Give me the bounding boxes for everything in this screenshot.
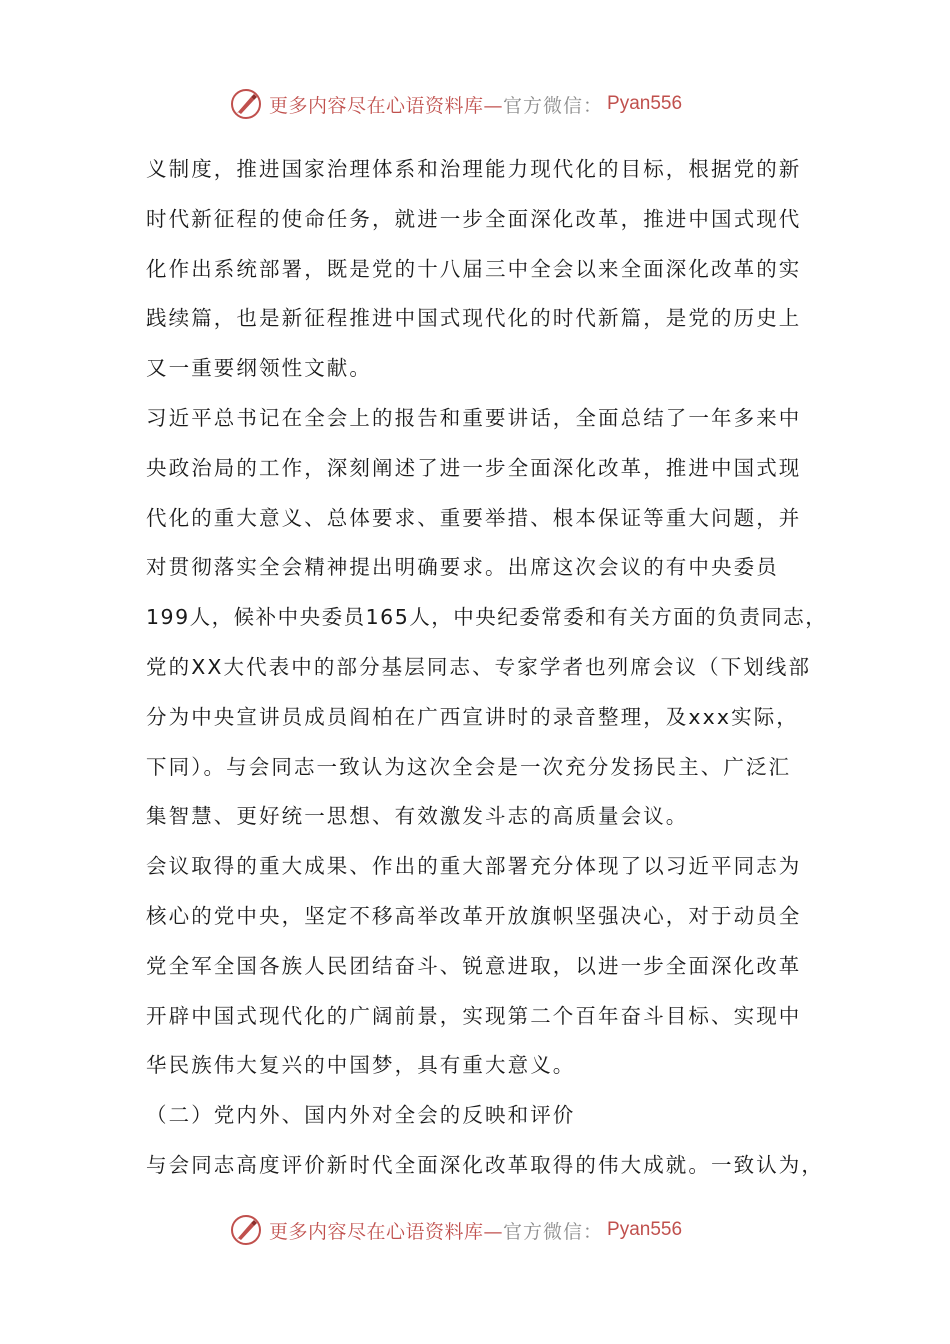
pen-logo-icon [229,1213,263,1247]
body-line: 时代新征程的使命任务，就进一步全面深化改革，推进中国式现代 [146,206,802,231]
body-line: 集智慧、更好统一思想、有效激发斗志的高质量会议。 [146,804,689,829]
watermark-wechat-label: 官方微信： [503,1220,604,1243]
body-line: 对贯彻落实全会精神提出明确要求。出席这次会议的有中央委员 [146,555,779,580]
body-line: 习近平总书记在全会上的报告和重要讲话，全面总结了一年多来中 [146,405,802,430]
body-line: 党的XX大代表中的部分基层同志、专家学者也列席会议（下划线部 [146,654,812,679]
body-line: 党全军全国各族人民团结奋斗、锐意进取，以进一步全面深化改革 [146,953,802,978]
watermark-text: 更多内容尽在心语资料库— [269,94,504,117]
body-line: 又一重要纲领性文献。 [146,356,372,381]
body-line: 义制度，推进国家治理体系和治理能力现代化的目标，根据党的新 [146,157,802,181]
body-line: 下同）。与会同志一致认为这次全会是一次充分发扬民主、广泛汇 [146,754,792,779]
section-heading: （二）党内外、国内外对全会的反映和评价 [146,1103,576,1128]
body-line: 代化的重大意义、总体要求、重要举措、根本保证等重大问题，并 [146,505,802,530]
body-line: 与会同志高度评价新时代全面深化改革取得的伟大成就。一致认为， [146,1152,824,1177]
pen-logo-icon [229,87,263,121]
document-body [146,145,828,1191]
watermark-footer [229,1212,682,1248]
watermark-text: 更多内容尽在心语资料库— [269,1220,504,1243]
body-line: 央政治局的工作，深刻阐述了进一步全面深化改革，推进中国式现 [146,455,802,480]
watermark-wechat-label: 官方微信： [503,94,604,117]
body-line: 化作出系统部署，既是党的十八届三中全会以来全面深化改革的实 [146,256,802,281]
watermark-header [229,86,682,122]
watermark-wechat-id: Pyan556 [607,93,683,114]
body-line: 199人，候补中央委员165人，中央纪委常委和有关方面的负责同志， [146,605,828,630]
body-line: 会议取得的重大成果、作出的重大部署充分体现了以习近平同志为 [146,854,802,879]
watermark-wechat-id: Pyan556 [607,1219,683,1240]
body-line: 华民族伟大复兴的中国梦，具有重大意义。 [146,1053,576,1078]
body-line: 核心的党中央，坚定不移高举改革开放旗帜坚强决心，对于动员全 [146,903,802,928]
body-line: 践续篇，也是新征程推进中国式现代化的时代新篇，是党的历史上 [146,306,802,331]
body-line: 分为中央宣讲员成员阎柏在广西宣讲时的录音整理，及xxx实际， [146,704,799,729]
body-line: 开辟中国式现代化的广阔前景，实现第二个百年奋斗目标、实现中 [146,1003,802,1028]
